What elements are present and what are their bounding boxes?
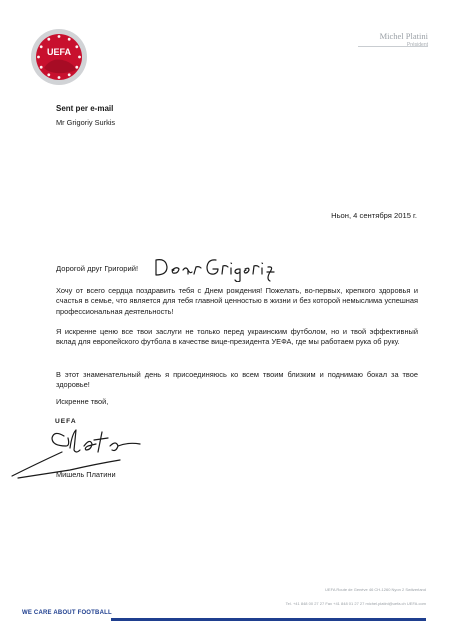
letter-paragraph: В этот знаменательный день я присоединяюсь ко всем твоим близким и поднимаю бокал за твое здоровье!: [56, 370, 418, 390]
footer-rule: [111, 618, 426, 621]
letter-paragraph: Хочу от всего сердца поздравить тебя с Днем рождения! Пожелать, во-первых, крепкого здоровья и счастья в семье, что является для тебя главной ценностью в жизни и без которой немыслима успешная профессиональная деятельность!: [56, 286, 418, 316]
svg-text:UEFA: UEFA: [46, 47, 72, 57]
footer-slogan: WE CARE ABOUT FOOTBALL: [22, 610, 112, 616]
sender-name: Michel Platini: [379, 31, 428, 41]
signature-org: UEFA: [55, 418, 77, 425]
recipient-name: Mr Grigoriy Surkis: [56, 118, 116, 127]
uefa-logo: [30, 28, 88, 86]
footer-address: UEFA Route de Genève 46 CH-1260 Nyon 2 Switzerland: [325, 587, 426, 592]
place-date: Ньон, 4 сентября 2015 г.: [331, 211, 417, 220]
letterhead-divider: [358, 46, 428, 47]
signer-name: Мишель Платини: [56, 470, 116, 479]
handwritten-greeting: [150, 248, 280, 282]
delivery-method: Sent per e-mail: [56, 104, 114, 113]
greeting: Дорогой друг Григорий!: [56, 264, 139, 273]
closing: Искренне твой,: [56, 397, 109, 406]
letter-paragraph: Я искренне ценю все твои заслуги не только перед украинским футболом, но и твой эффективный вклад для европейского футбола в качестве вице-президента УЕФА, где мы работаем рука об руку.: [56, 327, 418, 347]
footer-contact: Tel. +41 848 00 27 27 Fax +41 848 01 27 27 michel.platini@uefa.ch UEFA.com: [285, 601, 426, 606]
